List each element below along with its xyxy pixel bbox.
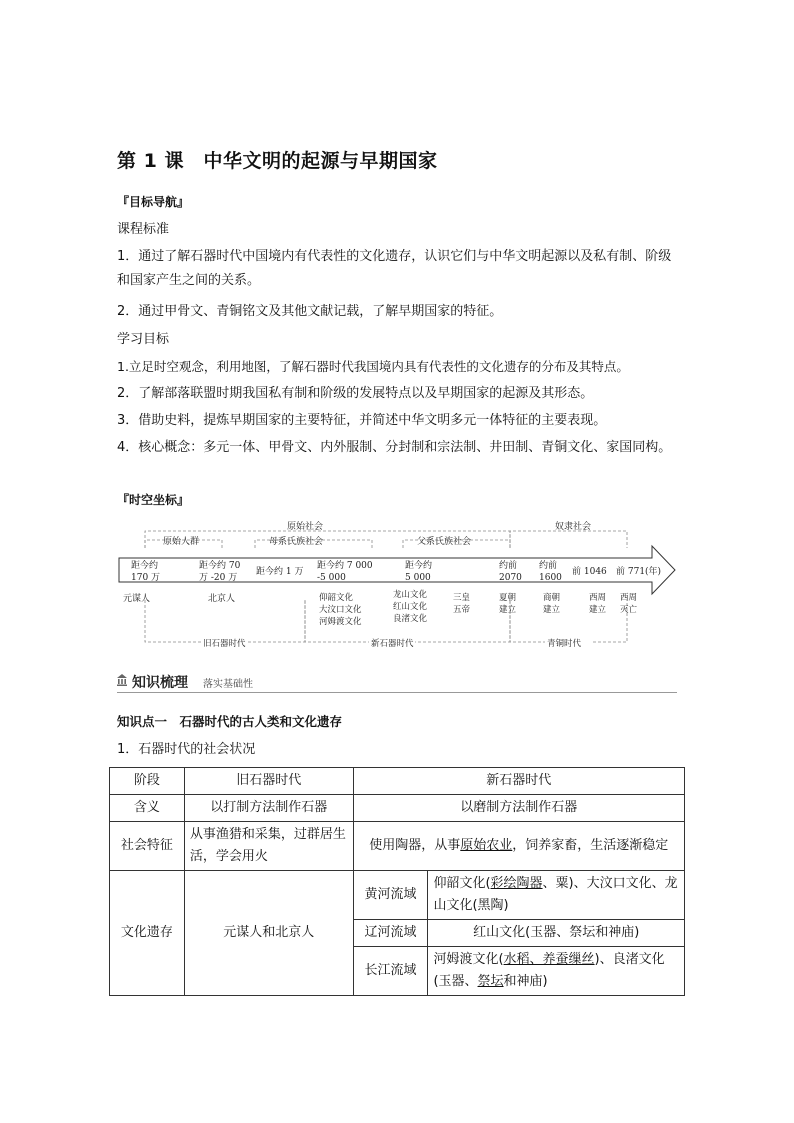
tl-liangzhu: 良渚文化: [393, 614, 428, 624]
tl-axis-2a: 距今约 70: [199, 561, 241, 571]
objective-item-1: 1.立足时空观念，利用地图，了解石器时代我国境内具有代表性的文化遗存的分布及其特点。: [117, 359, 629, 374]
tl-xizhou-2-b: 灭亡: [620, 605, 638, 615]
objective-item-4: 4．核心概念：多元一体、甲骨文、内外服制、分封制和宗法制、井田制、青铜文化、家国同构。: [117, 440, 672, 455]
section-timeline-heading: 『时空坐标』: [117, 493, 190, 507]
table-cell: 元谋人和北京人: [184, 871, 353, 996]
table-cell: 辽河流域: [353, 920, 428, 947]
tl-shang-b: 建立: [543, 605, 561, 615]
tl-axis-1b: 170 万: [131, 573, 161, 583]
tl-neolithic: 新石器时代: [371, 639, 414, 649]
tl-dawenkou: 大汶口文化: [319, 605, 362, 615]
lesson-title: 第 1 课 中华文明的起源与早期国家: [117, 150, 438, 172]
knowledge-band: [117, 672, 677, 693]
table-cell: 以打制方法制作石器: [184, 795, 353, 822]
objectives-heading: 学习目标: [117, 332, 170, 347]
tl-axis-6b: 2070: [499, 573, 522, 583]
table-cell: 阶段: [110, 768, 185, 795]
tl-axis-5b: 5 000: [405, 573, 431, 583]
tl-xia-b: 建立: [499, 605, 517, 615]
tl-axis-8: 前 1046: [572, 567, 607, 577]
standard-item-1: 1．通过了解石器时代中国境内有代表性的文化遗存，认识它们与中华文明起源以及私有制、阶级和国家产生之间的关系。: [117, 249, 672, 288]
tl-matriarchal: 母系氏族社会: [269, 537, 324, 547]
knowledge-point-1: 知识点一 石器时代的古人类和文化遗存: [117, 714, 343, 729]
tl-axis-4a: 距今约 7 000: [317, 561, 373, 571]
table-cell: 以磨制方法制作石器: [353, 795, 684, 822]
tl-shang: 商朝: [543, 593, 561, 603]
building-icon: [117, 674, 127, 686]
tl-sanhuang: 三皇: [453, 593, 471, 603]
tl-hemudu: 河姆渡文化: [319, 617, 362, 627]
table-row: [110, 768, 685, 795]
table-cell: 河姆渡文化(水稻、养蚕缫丝)、良渚文化(玉器、祭坛和神庙): [428, 947, 685, 996]
tl-longshan: 龙山文化: [393, 590, 428, 600]
table-cell: 长江流域: [353, 947, 428, 996]
tl-axis-7a: 约前: [539, 561, 558, 571]
table-cell: 仰韶文化(彩绘陶器、粟)、大汶口文化、龙山文化(黑陶): [428, 871, 685, 920]
timeline-diagram: [117, 518, 677, 653]
table-cell: 社会特征: [110, 822, 185, 871]
objective-item-2: 2．了解部落联盟时期我国私有制和阶级的发展特点以及早期国家的起源及其形态。: [117, 386, 594, 401]
standards-heading: 课程标准: [117, 222, 170, 237]
tl-xizhou-2: 西周: [620, 593, 638, 603]
table-cell: 黄河流域: [353, 871, 428, 920]
tl-beijing: 北京人: [208, 594, 236, 604]
tl-axis-3: 距今约 1 万: [256, 567, 304, 577]
tl-patriarchal: 父系氏族社会: [417, 537, 472, 547]
standard-item-2: 2．通过甲骨文、青铜铭文及其他文献记载，了解早期国家的特征。: [117, 304, 503, 319]
table-cell: 旧石器时代: [184, 768, 353, 795]
tl-bronze: 青铜时代: [547, 639, 582, 649]
tl-axis-5a: 距今约: [405, 561, 433, 571]
table-row: [110, 822, 685, 871]
tl-paleolithic: 旧石器时代: [203, 639, 246, 649]
tl-axis-6a: 约前: [499, 561, 518, 571]
tl-hongshan: 红山文化: [393, 602, 428, 612]
tl-axis-4b: -5 000: [317, 573, 346, 583]
section-goals-heading: 『目标导航』: [117, 195, 190, 209]
tl-axis-9: 前 771(年): [616, 567, 662, 577]
table-cell: 从事渔猎和采集，过群居生活，学会用火: [184, 822, 353, 871]
tl-xizhou-1-b: 建立: [589, 605, 607, 615]
tl-axis-7b: 1600: [539, 573, 562, 583]
table-row: [110, 871, 685, 920]
tl-xizhou-1: 西周: [589, 593, 607, 603]
table-cell: 红山文化(玉器、祭坛和神庙): [428, 920, 685, 947]
tl-early-humans: 原始人群: [163, 537, 200, 547]
band-title: 知识梳理: [132, 675, 188, 691]
stone-age-table: [109, 767, 685, 996]
table-row: [110, 795, 685, 822]
tl-slave-society: 奴隶社会: [555, 522, 592, 532]
tl-yuanmou: 元谋人: [123, 594, 151, 604]
tl-primitive-society: 原始社会: [287, 522, 324, 532]
sub-heading-1: 1．石器时代的社会状况: [117, 742, 256, 757]
table-cell: 使用陶器，从事原始农业，饲养家畜，生活逐渐稳定: [353, 822, 684, 871]
tl-axis-2b: 万 -20 万: [199, 573, 238, 583]
tl-xia: 夏朝: [499, 593, 517, 603]
table-cell: 文化遗存: [110, 871, 185, 996]
tl-axis-1a: 距今约: [131, 561, 159, 571]
band-subtitle: 落实基础性: [203, 679, 253, 690]
table-cell: 新石器时代: [353, 768, 684, 795]
tl-wudi: 五帝: [453, 605, 471, 615]
table-cell: 含义: [110, 795, 185, 822]
objective-item-3: 3．借助史料，提炼早期国家的主要特征，并简述中华文明多元一体特征的主要表现。: [117, 413, 607, 428]
tl-yangshao: 仰韶文化: [319, 593, 354, 603]
